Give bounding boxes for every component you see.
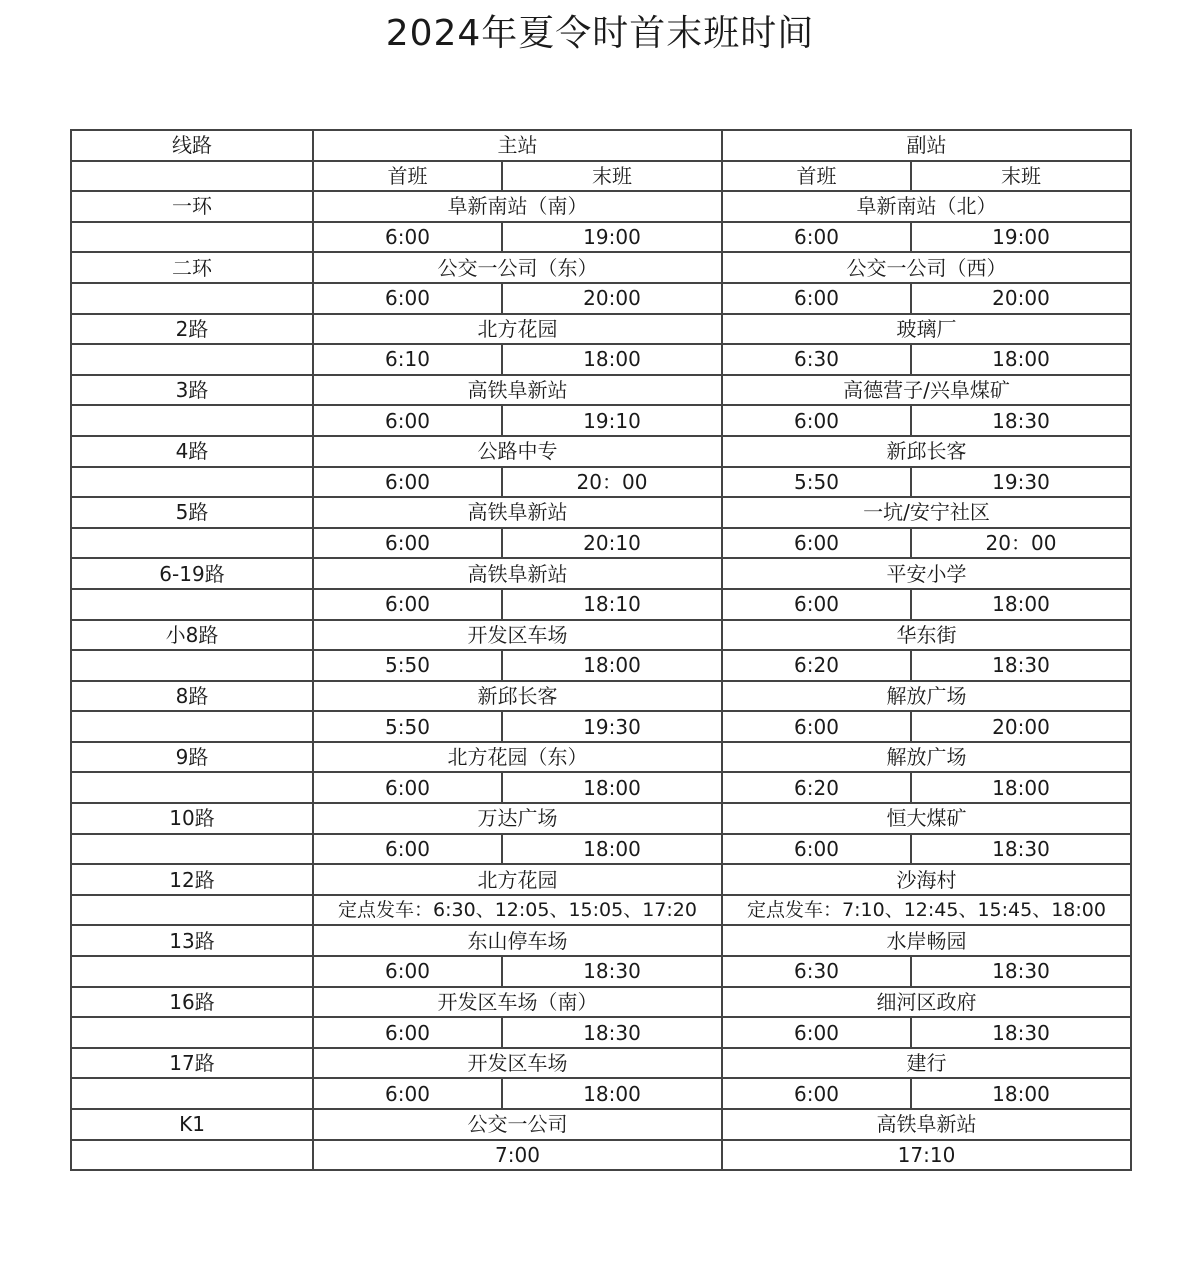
sub-last-time: 18:00 — [911, 589, 1131, 620]
route-time-row — [71, 467, 1131, 498]
sub-first-time: 6:00 — [722, 528, 911, 559]
header-main-last: 末班 — [502, 161, 722, 192]
route-time-row — [71, 589, 1131, 620]
sub-last-time: 18:30 — [911, 405, 1131, 436]
main-station-name: 开发区车场（南） — [313, 987, 722, 1018]
route-time-blank — [71, 222, 313, 253]
sub-first-time: 6:00 — [722, 834, 911, 865]
main-last-time: 19:10 — [502, 405, 722, 436]
sub-last-time: 18:00 — [911, 772, 1131, 803]
header-main-first: 首班 — [313, 161, 502, 192]
route-time-blank — [71, 1140, 313, 1171]
main-station-name: 公交一公司（东） — [313, 252, 722, 283]
sub-station-name: 平安小学 — [722, 558, 1131, 589]
route-time-row — [71, 222, 1131, 253]
sub-station-name: 华东街 — [722, 620, 1131, 651]
route-time-row — [71, 405, 1131, 436]
route-time-blank — [71, 1078, 313, 1109]
route-station-row — [71, 558, 1131, 589]
sub-first-time: 6:20 — [722, 772, 911, 803]
route-name: 4路 — [71, 436, 313, 467]
main-last-time: 20:10 — [502, 528, 722, 559]
main-last-time: 18:30 — [502, 1017, 722, 1048]
main-first-time: 6:00 — [313, 1078, 502, 1109]
main-last-time: 18:00 — [502, 344, 722, 375]
main-first-time: 5:50 — [313, 711, 502, 742]
sub-last-time: 20：00 — [911, 528, 1131, 559]
subheader-row — [71, 161, 1131, 192]
route-time-row — [71, 895, 1131, 926]
sub-first-time: 6:00 — [722, 405, 911, 436]
main-first-time: 6:00 — [313, 772, 502, 803]
sub-first-time: 6:30 — [722, 344, 911, 375]
route-time-blank — [71, 834, 313, 865]
sub-station-name: 建行 — [722, 1048, 1131, 1079]
route-time-blank — [71, 711, 313, 742]
main-station-name: 北方花园（东） — [313, 742, 722, 773]
header-route: 线路 — [71, 130, 313, 161]
main-station-name: 东山停车场 — [313, 925, 722, 956]
route-station-row — [71, 1048, 1131, 1079]
route-name: 9路 — [71, 742, 313, 773]
route-name: 3路 — [71, 375, 313, 406]
sub-last-time: 20:00 — [911, 283, 1131, 314]
main-station-name: 开发区车场 — [313, 620, 722, 651]
route-name: 二环 — [71, 252, 313, 283]
route-time-blank — [71, 344, 313, 375]
sub-station-name: 水岸畅园 — [722, 925, 1131, 956]
sub-station-name: 解放广场 — [722, 681, 1131, 712]
main-first-time: 6:00 — [313, 467, 502, 498]
sub-last-time: 19:00 — [911, 222, 1131, 253]
sub-first-time: 6:00 — [722, 222, 911, 253]
route-name: 一环 — [71, 191, 313, 222]
sub-station-name: 新邱长客 — [722, 436, 1131, 467]
route-station-row — [71, 1109, 1131, 1140]
route-time-blank — [71, 283, 313, 314]
sub-schedule: 定点发车：7:10、12:45、15:45、18:00 — [722, 895, 1131, 926]
main-last-time: 18:00 — [502, 772, 722, 803]
main-station-name: 高铁阜新站 — [313, 497, 722, 528]
route-time-row — [71, 283, 1131, 314]
main-station-name: 公路中专 — [313, 436, 722, 467]
route-time-blank — [71, 405, 313, 436]
sub-station-name: 解放广场 — [722, 742, 1131, 773]
route-time-row — [71, 956, 1131, 987]
route-name: 17路 — [71, 1048, 313, 1079]
sub-schedule: 17:10 — [722, 1140, 1131, 1171]
main-first-time: 6:00 — [313, 956, 502, 987]
sub-station-name: 阜新南站（北） — [722, 191, 1131, 222]
sub-first-time: 6:00 — [722, 1017, 911, 1048]
route-time-row — [71, 1140, 1131, 1171]
main-first-time: 6:00 — [313, 405, 502, 436]
route-station-row — [71, 191, 1131, 222]
main-last-time: 18:00 — [502, 1078, 722, 1109]
sub-last-time: 18:30 — [911, 650, 1131, 681]
main-station-name: 高铁阜新站 — [313, 375, 722, 406]
main-last-time: 19:30 — [502, 711, 722, 742]
header-row — [71, 130, 1131, 161]
sub-first-time: 5:50 — [722, 467, 911, 498]
sub-station-name: 高德营子/兴阜煤矿 — [722, 375, 1131, 406]
route-station-row — [71, 681, 1131, 712]
main-schedule: 定点发车：6:30、12:05、15:05、17:20 — [313, 895, 722, 926]
sub-last-time: 18:00 — [911, 344, 1131, 375]
main-first-time: 6:00 — [313, 1017, 502, 1048]
main-station-name: 万达广场 — [313, 803, 722, 834]
schedule-table — [70, 129, 1132, 1171]
main-first-time: 6:00 — [313, 834, 502, 865]
route-time-row — [71, 1017, 1131, 1048]
main-schedule: 7:00 — [313, 1140, 722, 1171]
main-last-time: 18:10 — [502, 589, 722, 620]
sub-first-time: 6:00 — [722, 589, 911, 620]
route-station-row — [71, 987, 1131, 1018]
route-time-row — [71, 528, 1131, 559]
sub-station-name: 玻璃厂 — [722, 314, 1131, 345]
route-station-row — [71, 742, 1131, 773]
main-last-time: 20：00 — [502, 467, 722, 498]
main-last-time: 18:00 — [502, 834, 722, 865]
route-time-blank — [71, 956, 313, 987]
route-name: 12路 — [71, 864, 313, 895]
page-title: 2024年夏令时首末班时间 — [385, 13, 815, 54]
main-station-name: 公交一公司 — [313, 1109, 722, 1140]
main-first-time: 6:00 — [313, 222, 502, 253]
route-name: 小8路 — [71, 620, 313, 651]
route-time-blank — [71, 528, 313, 559]
route-station-row — [71, 375, 1131, 406]
route-time-blank — [71, 1017, 313, 1048]
sub-last-time: 18:00 — [911, 1078, 1131, 1109]
sub-first-time: 6:00 — [722, 283, 911, 314]
sub-first-time: 6:30 — [722, 956, 911, 987]
sub-first-time: 6:20 — [722, 650, 911, 681]
sub-last-time: 20:00 — [911, 711, 1131, 742]
route-station-row — [71, 620, 1131, 651]
sub-last-time: 18:30 — [911, 1017, 1131, 1048]
route-station-row — [71, 864, 1131, 895]
route-name: 2路 — [71, 314, 313, 345]
route-station-row — [71, 252, 1131, 283]
route-name: 8路 — [71, 681, 313, 712]
main-station-name: 阜新南站（南） — [313, 191, 722, 222]
sub-station-name: 公交一公司（西） — [722, 252, 1131, 283]
route-station-row — [71, 314, 1131, 345]
route-time-blank — [71, 467, 313, 498]
route-name: 10路 — [71, 803, 313, 834]
route-station-row — [71, 497, 1131, 528]
sub-last-time: 18:30 — [911, 956, 1131, 987]
sub-last-time: 18:30 — [911, 834, 1131, 865]
route-time-blank — [71, 650, 313, 681]
route-station-row — [71, 436, 1131, 467]
main-first-time: 6:00 — [313, 283, 502, 314]
route-time-row — [71, 1078, 1131, 1109]
sub-station-name: 沙海村 — [722, 864, 1131, 895]
sub-station-name: 高铁阜新站 — [722, 1109, 1131, 1140]
route-time-row — [71, 834, 1131, 865]
main-last-time: 18:00 — [502, 650, 722, 681]
main-station-name: 高铁阜新站 — [313, 558, 722, 589]
main-first-time: 6:00 — [313, 589, 502, 620]
main-last-time: 18:30 — [502, 956, 722, 987]
sub-first-time: 6:00 — [722, 711, 911, 742]
sub-last-time: 19:30 — [911, 467, 1131, 498]
header-main-station: 主站 — [313, 130, 722, 161]
route-time-row — [71, 772, 1131, 803]
sub-station-name: 恒大煤矿 — [722, 803, 1131, 834]
sub-station-name: 细河区政府 — [722, 987, 1131, 1018]
subheader-blank — [71, 161, 313, 192]
sub-first-time: 6:00 — [722, 1078, 911, 1109]
main-station-name: 北方花园 — [313, 314, 722, 345]
route-name: 5路 — [71, 497, 313, 528]
route-name: K1 — [71, 1109, 313, 1140]
route-time-blank — [71, 895, 313, 926]
main-first-time: 6:00 — [313, 528, 502, 559]
main-last-time: 19:00 — [502, 222, 722, 253]
main-station-name: 开发区车场 — [313, 1048, 722, 1079]
route-name: 13路 — [71, 925, 313, 956]
route-station-row — [71, 803, 1131, 834]
route-name: 6-19路 — [71, 558, 313, 589]
main-first-time: 6:10 — [313, 344, 502, 375]
header-sub-first: 首班 — [722, 161, 911, 192]
main-first-time: 5:50 — [313, 650, 502, 681]
route-name: 16路 — [71, 987, 313, 1018]
main-last-time: 20:00 — [502, 283, 722, 314]
route-time-row — [71, 650, 1131, 681]
route-station-row — [71, 925, 1131, 956]
route-time-blank — [71, 589, 313, 620]
route-time-row — [71, 344, 1131, 375]
header-sub-station: 副站 — [722, 130, 1131, 161]
header-sub-last: 末班 — [911, 161, 1131, 192]
route-time-blank — [71, 772, 313, 803]
main-station-name: 新邱长客 — [313, 681, 722, 712]
main-station-name: 北方花园 — [313, 864, 722, 895]
route-time-row — [71, 711, 1131, 742]
sub-station-name: 一坑/安宁社区 — [722, 497, 1131, 528]
